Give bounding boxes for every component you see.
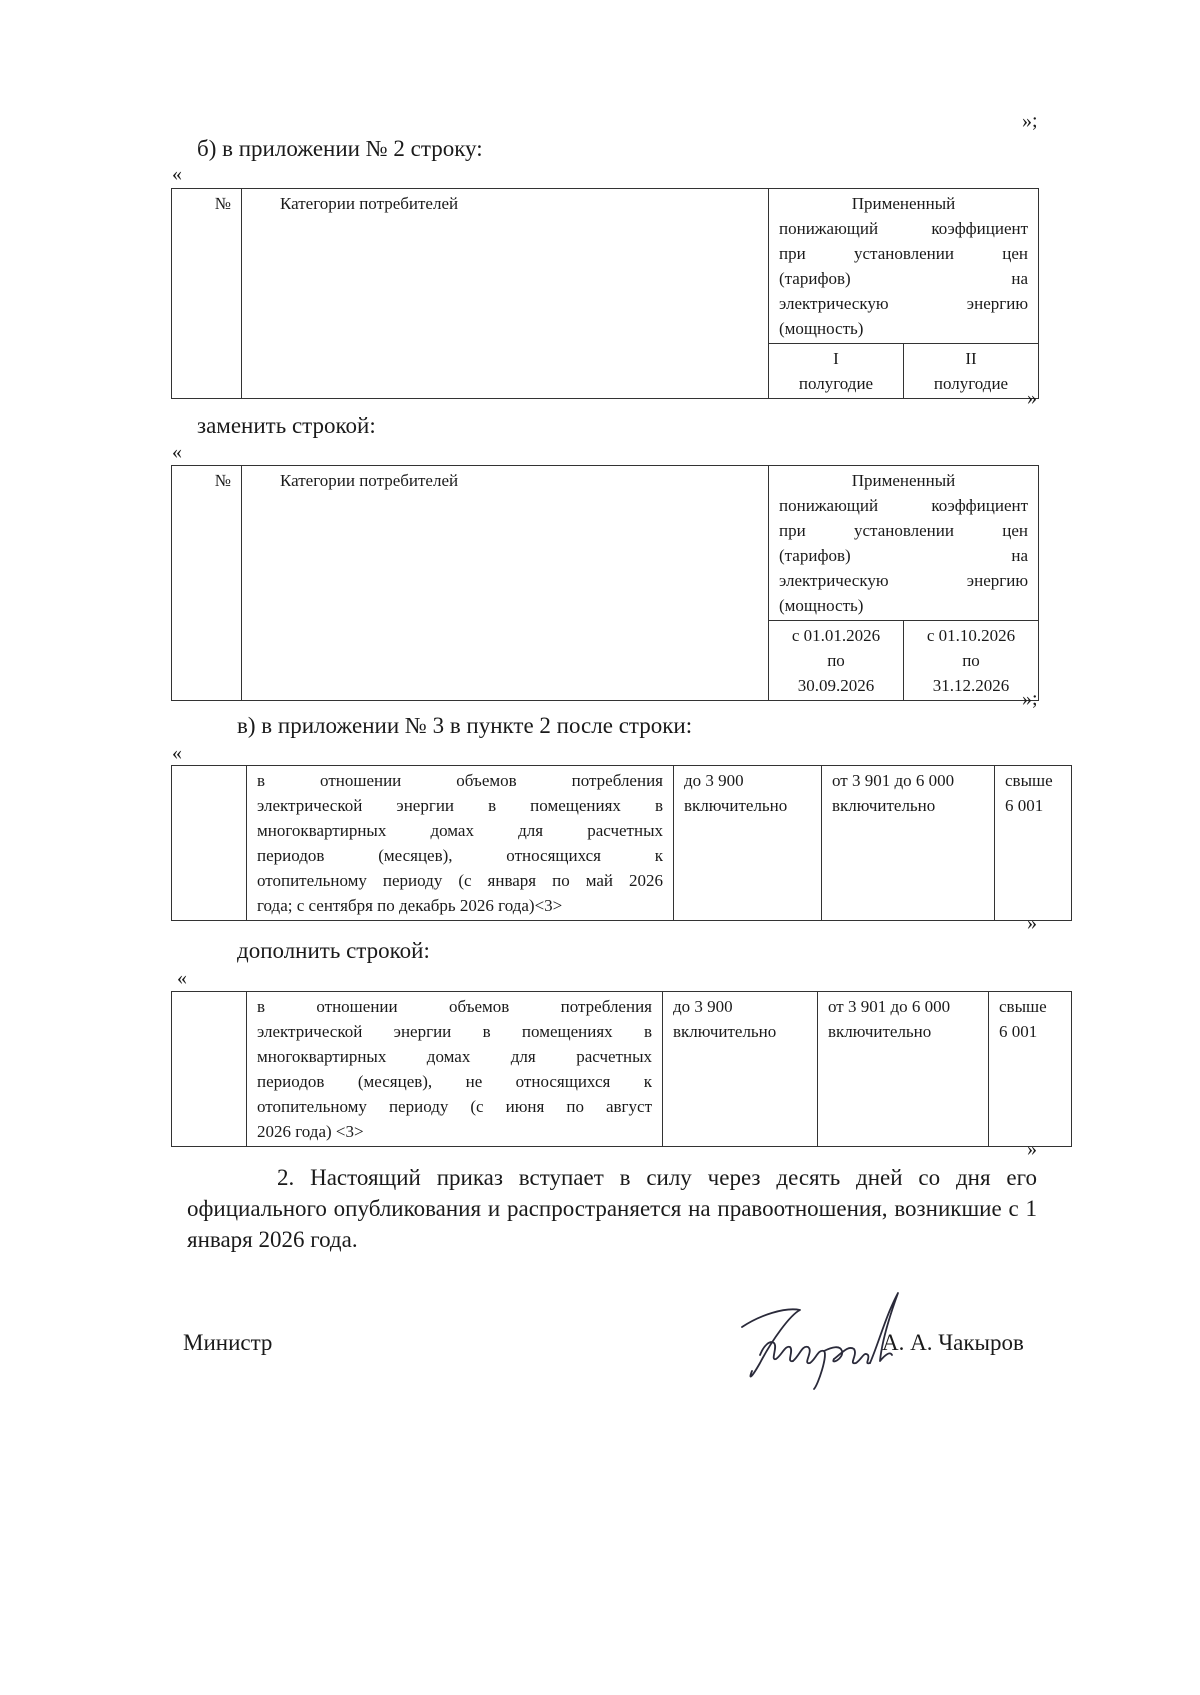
desc-line: многоквартирных домах для расчетных [257,821,663,840]
desc-line: 2026 года) <3> [257,1122,364,1141]
coef-line: Примененный [851,194,956,213]
coef-line: электрическую энергию [779,294,1029,313]
period-2-header [904,344,1039,399]
range-line: 6 001 [999,1022,1038,1041]
range-line: до 3 900 [673,997,733,1016]
num-header: № [172,189,242,399]
section-b-close-quote: » [1027,387,1037,409]
range-line: от 3 901 до 6 000 [828,997,951,1016]
section-b-table [171,188,1039,399]
coef-line: понижающий коэффициент [779,219,1029,238]
section-c-close-quote: » [1027,912,1037,934]
top-close-quote: »; [1022,110,1038,132]
range-line: свыше [999,997,1047,1016]
desc-line: периодов (месяцев), не относящихся к [257,1072,652,1091]
range-line: от 3 901 до 6 000 [832,771,955,790]
coef-line: понижающий коэффициент [779,496,1029,515]
coef-line: электрическую энергию [779,571,1029,590]
range-line: включительно [673,1022,777,1041]
range-line: свыше [1005,771,1053,790]
period-1-header [769,344,904,399]
add-intro: дополнить строкой: [237,938,430,963]
desc-line: отопительному периоду (с июня по август [257,1097,652,1116]
empty-num-cell [172,992,247,1147]
coef-line: при установлении цен [779,521,1029,540]
range-1-cell [674,766,822,921]
section-b-intro: б) в приложении № 2 строку: [197,136,483,161]
desc-line: периодов (месяцев), относящихся к [257,846,663,865]
paragraph-2: 2. Настоящий приказ вступает в силу через десять дней со дня его официального опубликования и распространяется на правоотношения, возникшие с 1 января 2026 года. [187,1165,1037,1252]
section-c-table [171,765,1072,921]
period-line: 30.09.2026 [797,676,875,695]
coef-line: (мощность) [779,596,864,615]
add-open-quote: « [177,967,187,989]
section-c-open-quote: « [172,742,182,764]
desc-line: многоквартирных домах для расчетных [257,1047,652,1066]
replace-open-quote: « [172,441,182,463]
replace-close-quote: »; [1022,688,1038,710]
period-line: II [965,349,977,368]
range-3-cell [989,992,1072,1147]
category-header: Категории потребителей [242,466,769,701]
section-b-open-quote: « [172,163,182,185]
period-line: по [827,651,845,670]
range-1-cell [663,992,818,1147]
replace-table [171,465,1039,701]
coef-line: (мощность) [779,319,864,338]
coef-line: (тарифов) на [779,546,1029,565]
replace-intro: заменить строкой: [197,413,376,438]
desc-line: в отношении объемов потребления [257,771,663,790]
period-line: полугодие [798,374,874,393]
coefficient-header [769,466,1039,621]
coef-line: при установлении цен [779,244,1029,263]
period-1-header [769,621,904,701]
desc-line: электрической энергии в помещениях в [257,1022,652,1041]
desc-line: отопительному периоду (с января по май 2026 [257,871,663,890]
signer-name: А. А. Чакыров [882,1330,1024,1355]
coefficient-header [769,189,1039,344]
desc-line: электрической энергии в помещениях в [257,796,663,815]
period-line: с 01.01.2026 [791,626,881,645]
range-3-cell [995,766,1072,921]
desc-line: в отношении объемов потребления [257,997,652,1016]
description-cell [247,992,663,1147]
empty-num-cell [172,766,247,921]
range-2-cell [818,992,989,1147]
range-line: 6 001 [1005,796,1044,815]
period-line: I [833,349,839,368]
add-table [171,991,1072,1147]
range-2-cell [822,766,995,921]
signer-position: Министр [183,1330,273,1355]
coef-line: (тарифов) на [779,269,1029,288]
period-2-header [904,621,1039,701]
description-cell [247,766,674,921]
period-line: по [962,651,980,670]
period-line: с 01.10.2026 [926,626,1016,645]
section-c-intro: в) в приложении № 3 в пункте 2 после строки: [237,713,693,738]
desc-line: года; с сентября по декабрь 2026 года)<3> [257,896,563,915]
range-line: включительно [684,796,788,815]
num-header: № [172,466,242,701]
coef-line: Примененный [851,471,956,490]
add-close-quote: » [1027,1138,1037,1160]
category-header: Категории потребителей [242,189,769,399]
range-line: включительно [828,1022,932,1041]
range-line: включительно [832,796,936,815]
period-line: полугодие [933,374,1009,393]
period-line: 31.12.2026 [932,676,1010,695]
range-line: до 3 900 [684,771,744,790]
